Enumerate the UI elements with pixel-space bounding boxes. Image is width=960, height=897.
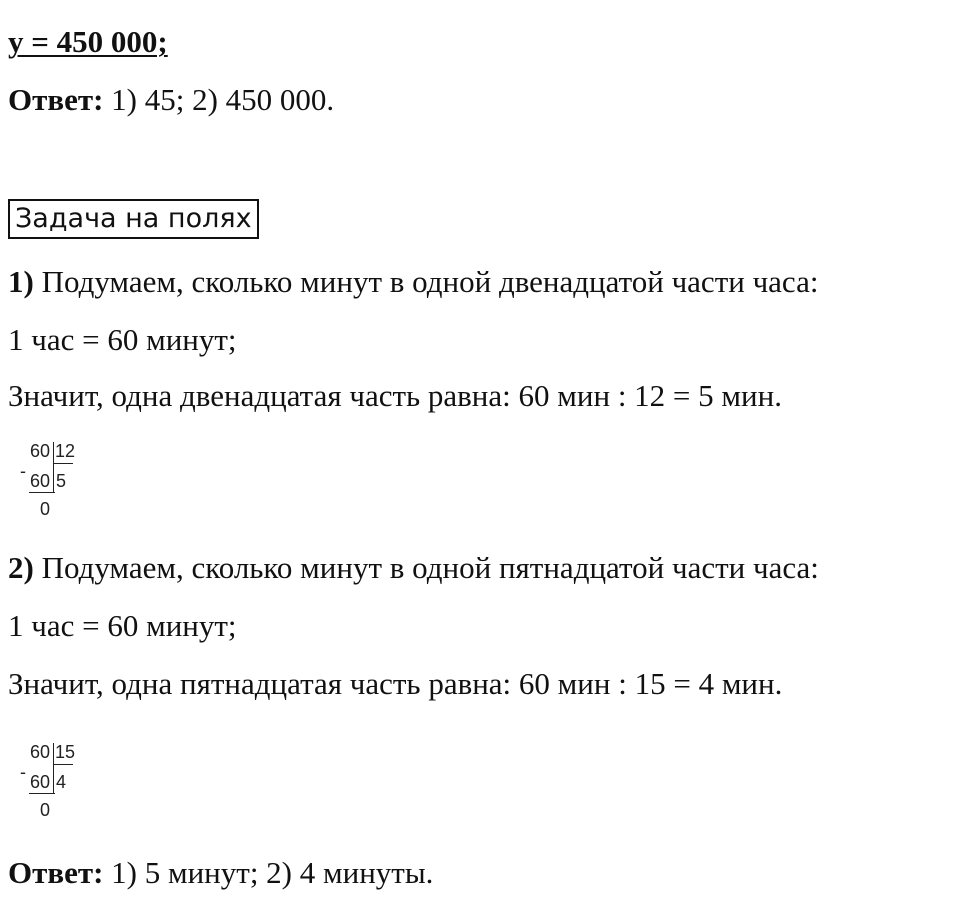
paragraph-1-line-2: 1 час = 60 минут;	[8, 322, 237, 357]
division-divisor: 15	[55, 742, 76, 762]
paragraph-number: 1)	[8, 264, 34, 299]
margin-task-title: Задача на полях	[8, 199, 259, 239]
division-quotient: 4	[56, 772, 67, 792]
paragraph-2-heading	[8, 550, 819, 586]
division-dividend: 60	[30, 742, 51, 762]
division-minus: -	[20, 461, 26, 481]
answer-line-2	[8, 855, 433, 891]
division-dividend: 60	[30, 441, 51, 461]
answer-text: 1) 45; 2) 450 000.	[103, 82, 335, 117]
answer-line-1	[8, 82, 334, 118]
division-divisor: 12	[55, 441, 76, 461]
answer-label: Ответ:	[8, 855, 104, 890]
paragraph-text: Подумаем, сколько минут в одной двенадцатой части часа:	[33, 264, 819, 299]
division-subtraction-line	[29, 793, 55, 794]
division-remainder: 0	[40, 800, 51, 820]
division-vertical-bar	[53, 442, 54, 492]
division-subtrahend: 60	[30, 772, 51, 792]
long-division-1	[20, 440, 100, 520]
answer-label: Ответ:	[8, 82, 104, 117]
answer-text: 1) 5 минут; 2) 4 минуты.	[103, 855, 434, 890]
paragraph-1-heading	[8, 264, 818, 300]
division-minus: -	[20, 762, 26, 782]
division-divisor-underline	[53, 764, 73, 765]
division-subtraction-line	[29, 492, 55, 493]
paragraph-2-line-3: Значит, одна пятнадцатая часть равна: 60 мин : 15 = 4 мин.	[8, 666, 783, 701]
division-subtrahend: 60	[30, 471, 51, 491]
division-remainder: 0	[40, 499, 51, 519]
result-equation: y = 450 000;	[8, 24, 168, 59]
division-divisor-underline	[53, 463, 73, 464]
paragraph-text: Подумаем, сколько минут в одной пятнадцатой части часа:	[33, 550, 819, 585]
paragraph-2-line-2: 1 час = 60 минут;	[8, 608, 237, 643]
long-division-2	[20, 741, 100, 821]
division-quotient: 5	[56, 471, 67, 491]
paragraph-1-line-3: Значит, одна двенадцатая часть равна: 60 мин : 12 = 5 мин.	[8, 378, 782, 413]
paragraph-number: 2)	[8, 550, 34, 585]
division-vertical-bar	[53, 743, 54, 793]
